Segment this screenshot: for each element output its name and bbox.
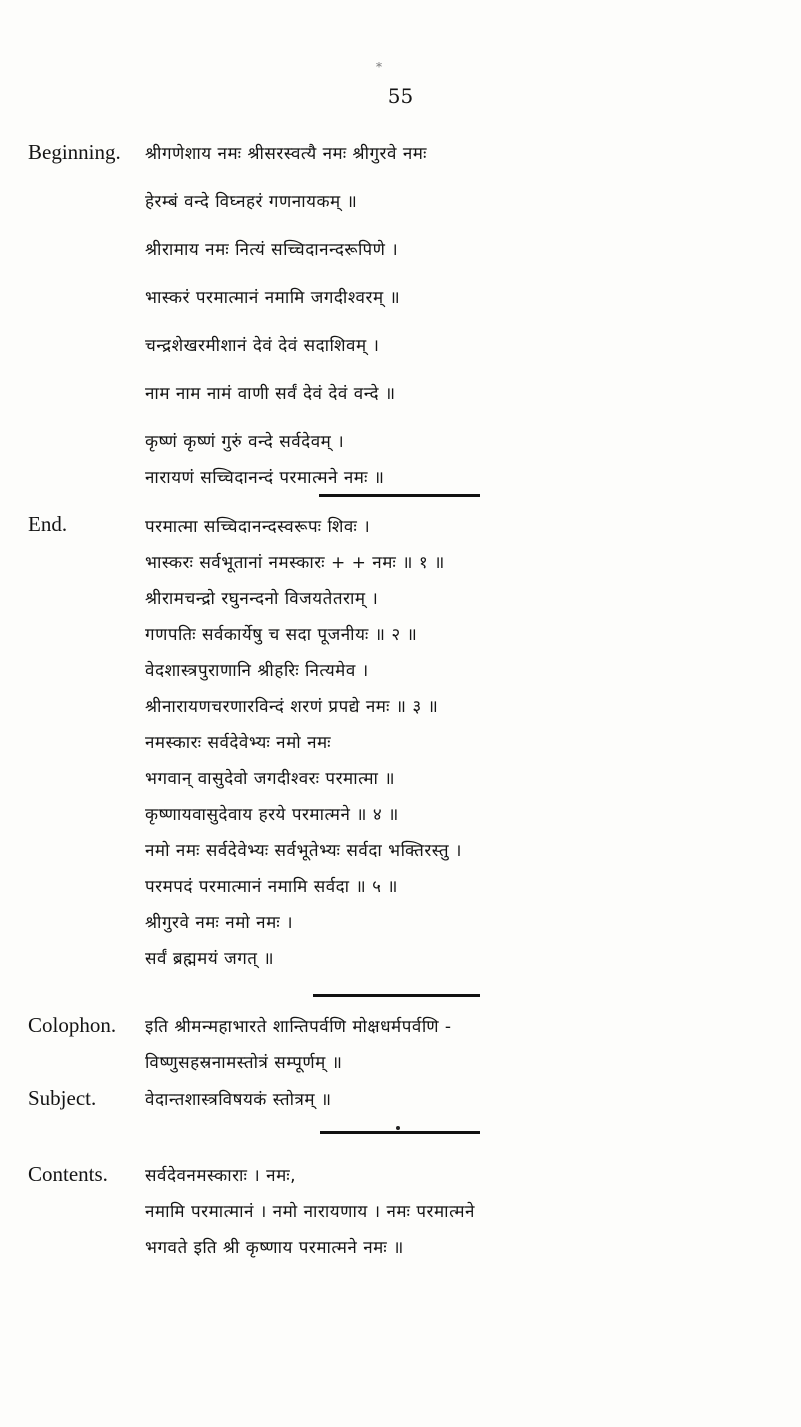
section-divider [313,994,480,997]
end-line: नमो नमः सर्वदेवेभ्यः सर्वभूतेभ्यः सर्वदा भक्तिरस्तु । [145,841,462,861]
section-label-beginning: Beginning. [28,140,121,164]
beginning-line: श्रीरामाय नमः नित्यं सच्चिदानन्दरूपिणे । [145,240,399,260]
beginning-line: कृष्णं कृष्णं गुरुं वन्दे सर्वदेवम् । [145,432,345,452]
end-line: कृष्णायवासुदेवाय हरये परमात्मने ॥ ४ ॥ [145,805,399,825]
contents-line: नमामि परमात्मानं । नमो नारायणाय । नमः परमात्मने [145,1202,475,1222]
end-line: श्रीनारायणचरणारविन्दं शरणं प्रपद्ये नमः ॥ ३ ॥ [145,697,439,717]
divider-ornament [396,1126,400,1130]
end-line: श्रीरामचन्द्रो रघुनन्दनो विजयतेतराम् । [145,589,379,609]
beginning-line: नारायणं सच्चिदानन्दं परमात्मने नमः ॥ [145,468,385,488]
colophon-line: विष्णुसहस्रनामस्तोत्रं सम्पूर्णम् ॥ [145,1053,343,1073]
end-line: श्रीगुरवे नमः नमो नमः । [145,913,294,933]
subject-line: वेदान्तशास्त्रविषयकं स्तोत्रम् ॥ [145,1090,332,1110]
section-divider [320,1131,480,1134]
end-line: वेदशास्त्रपुराणानि श्रीहरिः नित्यमेव । [145,661,369,681]
end-line: गणपतिः सर्वकार्येषु च सदा पूजनीयः ॥ २ ॥ [145,625,418,645]
end-line: परमपदं परमात्मानं नमामि सर्वदा ॥ ५ ॥ [145,877,398,897]
beginning-line: चन्द्रशेखरमीशानं देवं देवं सदाशिवम् । [145,336,380,356]
colophon-line: इति श्रीमन्महाभारते शान्तिपर्वणि मोक्षधर्मपर्वणि - [145,1017,452,1037]
page-mark: * [376,60,382,74]
beginning-line: हेरम्बं वन्दे विघ्नहरं गणनायकम् ॥ [145,192,358,212]
page-number: 55 [387,84,414,108]
section-label-end: End. [28,512,68,536]
end-line: भगवान् वासुदेवो जगदीश्वरः परमात्मा ॥ [145,769,396,789]
end-line: भास्करः सर्वभूतानां नमस्कारः + + नमः ॥ १ ॥ [145,553,445,573]
beginning-line: नाम नाम नामं वाणी सर्वं देवं देवं वन्दे ॥ [145,384,396,404]
beginning-line: भास्करं परमात्मानं नमामि जगदीश्वरम् ॥ [145,288,401,308]
contents-line: सर्वदेवनमस्काराः । नमः, [145,1166,297,1186]
section-label-colophon: Colophon. [28,1013,117,1037]
section-label-contents: Contents. [28,1162,108,1186]
contents-line: भगवते इति श्री कृष्णाय परमात्मने नमः ॥ [145,1238,404,1258]
end-line: सर्वं ब्रह्ममयं जगत् ॥ [145,949,275,969]
beginning-line: श्रीगणेशाय नमः श्रीसरस्वत्यै नमः श्रीगुरवे नमः [145,144,427,164]
end-line: परमात्मा सच्चिदानन्दस्वरूपः शिवः । [145,517,371,537]
section-label-subject: Subject. [28,1086,97,1110]
end-line: नमस्कारः सर्वदेवेभ्यः नमो नमः [145,733,332,753]
section-divider [319,494,480,497]
